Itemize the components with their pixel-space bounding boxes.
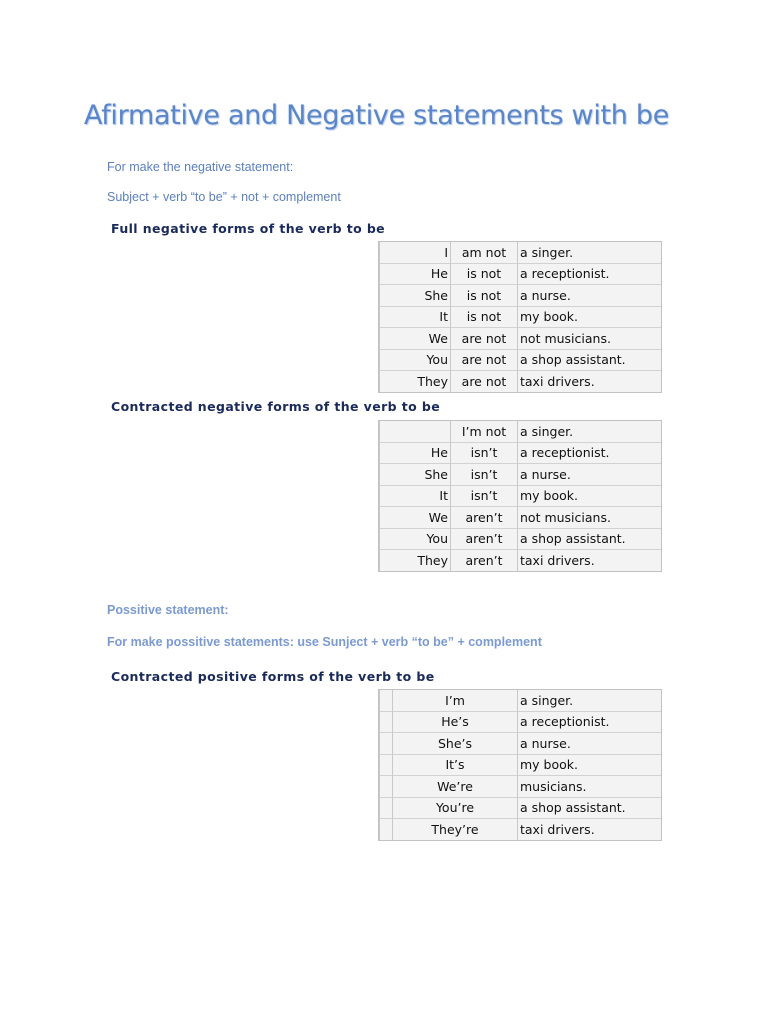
subject-cell: He (379, 443, 450, 465)
spacer-cell (379, 776, 392, 798)
table-row (379, 264, 661, 286)
subject-cell: They (379, 371, 450, 392)
full-negative-table (378, 241, 662, 393)
contracted-negative-table (378, 420, 662, 572)
positive-note-line1: Possitive statement: (107, 603, 229, 617)
table-row (379, 328, 661, 350)
subject-cell: You (379, 529, 450, 551)
contracted-form-cell: They’re (392, 819, 517, 840)
negative-note-formula: Subject + verb “to be” + not + complement (107, 190, 341, 204)
table-row (379, 819, 661, 840)
verb-cell: aren’t (450, 507, 517, 529)
verb-cell: isn’t (450, 486, 517, 508)
subject-cell: I (379, 242, 450, 264)
complement-cell: a singer. (517, 242, 661, 264)
complement-cell: taxi drivers. (517, 550, 661, 571)
complement-cell: a receptionist. (517, 443, 661, 465)
complement-cell: a nurse. (517, 285, 661, 307)
table-row (379, 285, 661, 307)
positive-note-formula: For make possitive statements: use Sunject + verb “to be” + complement (107, 635, 542, 649)
complement-cell: my book. (517, 486, 661, 508)
contracted-form-cell: He’s (392, 712, 517, 734)
subject-cell: They (379, 550, 450, 571)
contracted-form-cell: We’re (392, 776, 517, 798)
subject-cell: She (379, 464, 450, 486)
table-row (379, 464, 661, 486)
table-row (379, 798, 661, 820)
complement-cell: taxi drivers. (517, 371, 661, 392)
complement-cell: a receptionist. (517, 712, 661, 734)
full-negative-heading: Full negative forms of the verb to be (111, 221, 386, 236)
subject-cell: You (379, 350, 450, 372)
subject-cell: He (379, 264, 450, 286)
verb-cell: aren’t (450, 529, 517, 551)
subject-cell: It (379, 486, 450, 508)
complement-cell: a receptionist. (517, 264, 661, 286)
verb-cell: I’m not (450, 421, 517, 443)
complement-cell: not musicians. (517, 507, 661, 529)
page-title: Afirmative and Negative statements with be (84, 100, 670, 131)
table-row (379, 371, 661, 392)
table-row (379, 307, 661, 329)
verb-cell: is not (450, 307, 517, 329)
complement-cell: musicians. (517, 776, 661, 798)
verb-cell: am not (450, 242, 517, 264)
subject-cell: We (379, 328, 450, 350)
complement-cell: a singer. (517, 690, 661, 712)
table-row (379, 242, 661, 264)
verb-cell: aren’t (450, 550, 517, 571)
table-row (379, 690, 661, 712)
subject-cell: We (379, 507, 450, 529)
complement-cell: my book. (517, 755, 661, 777)
verb-cell: isn’t (450, 464, 517, 486)
table-row (379, 421, 661, 443)
spacer-cell (379, 755, 392, 777)
complement-cell: taxi drivers. (517, 819, 661, 840)
spacer-cell (379, 798, 392, 820)
verb-cell: isn’t (450, 443, 517, 465)
contracted-form-cell: I’m (392, 690, 517, 712)
table-row (379, 443, 661, 465)
complement-cell: a shop assistant. (517, 798, 661, 820)
table-row (379, 755, 661, 777)
contracted-form-cell: You’re (392, 798, 517, 820)
complement-cell: my book. (517, 307, 661, 329)
negative-note-line1: For make the negative statement: (107, 160, 294, 174)
complement-cell: not musicians. (517, 328, 661, 350)
contracted-positive-table (378, 689, 662, 841)
verb-cell: is not (450, 285, 517, 307)
table-row (379, 550, 661, 571)
verb-cell: are not (450, 371, 517, 392)
verb-cell: is not (450, 264, 517, 286)
spacer-cell (379, 733, 392, 755)
subject-cell: It (379, 307, 450, 329)
contracted-negative-heading: Contracted negative forms of the verb to be (111, 399, 441, 414)
table-row (379, 733, 661, 755)
spacer-cell (379, 712, 392, 734)
spacer-cell (379, 690, 392, 712)
complement-cell: a nurse. (517, 733, 661, 755)
subject-cell (379, 421, 450, 443)
complement-cell: a shop assistant. (517, 350, 661, 372)
subject-cell: She (379, 285, 450, 307)
verb-cell: are not (450, 350, 517, 372)
verb-cell: are not (450, 328, 517, 350)
table-row (379, 529, 661, 551)
table-row (379, 776, 661, 798)
table-row (379, 507, 661, 529)
complement-cell: a shop assistant. (517, 529, 661, 551)
table-row (379, 350, 661, 372)
table-row (379, 712, 661, 734)
contracted-form-cell: It’s (392, 755, 517, 777)
contracted-form-cell: She’s (392, 733, 517, 755)
table-row (379, 486, 661, 508)
contracted-positive-heading: Contracted positive forms of the verb to be (111, 669, 435, 684)
spacer-cell (379, 819, 392, 840)
complement-cell: a nurse. (517, 464, 661, 486)
complement-cell: a singer. (517, 421, 661, 443)
